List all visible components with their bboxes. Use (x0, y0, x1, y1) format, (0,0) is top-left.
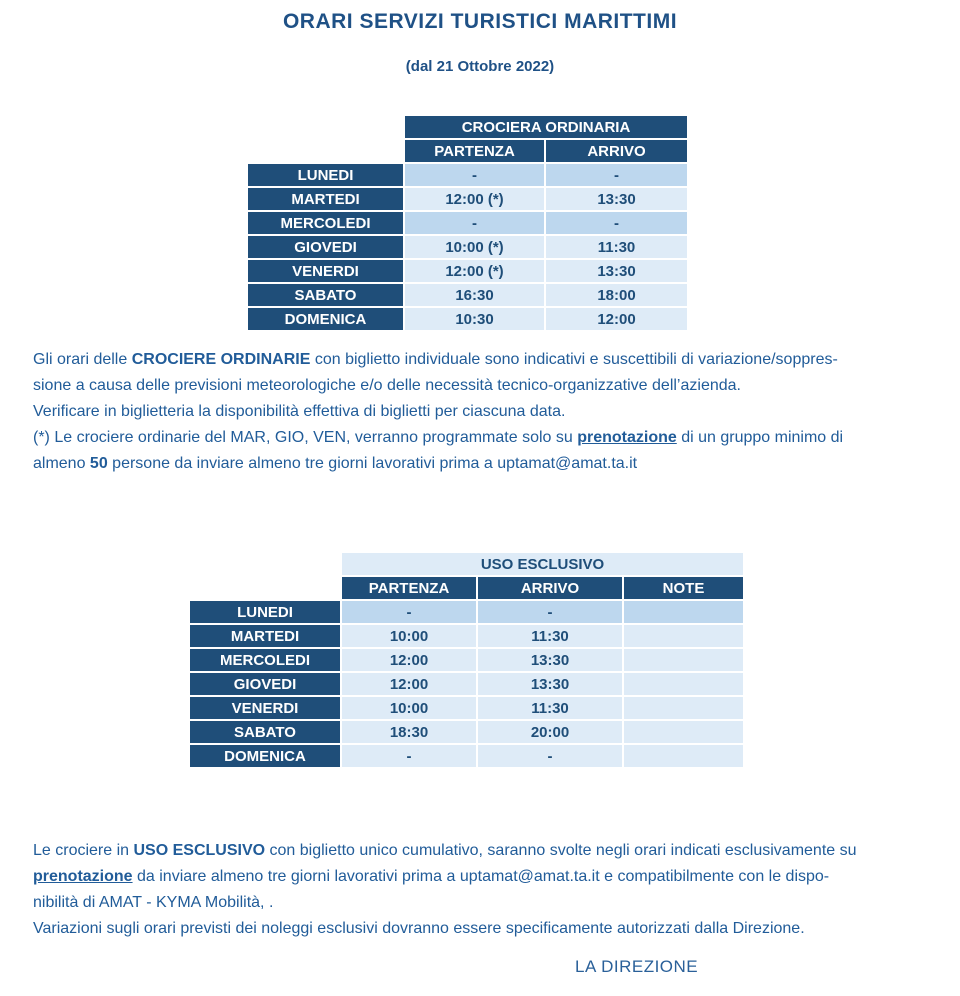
arrivo-cell: 13:30 (478, 649, 622, 671)
arrivo-cell: 11:30 (478, 697, 622, 719)
paragraph-line: Variazioni sugli orari previsti dei noleggi esclusivi dovranno essere specificamente autorizzati dalla Direzione. (33, 920, 805, 937)
partenza-cell: - (342, 745, 476, 767)
column-header-partenza: PARTENZA (342, 577, 476, 599)
crociera-ordinaria-table (248, 116, 687, 330)
paragraph-line: Le crociere in USO ESCLUSIVO con biglietto unico cumulativo, saranno svolte negli orari indicati esclusivamente su (33, 842, 857, 859)
partenza-cell: 18:30 (342, 721, 476, 743)
arrivo-cell: 11:30 (478, 625, 622, 647)
day-cell: LUNEDI (248, 164, 403, 186)
arrivo-cell: 13:30 (546, 260, 687, 282)
table-corner (248, 140, 403, 162)
paragraph-line: Verificare in biglietteria la disponibilità effettiva di biglietti per ciascuna data. (33, 403, 566, 420)
partenza-cell: 10:00 (342, 697, 476, 719)
note-cell (624, 745, 743, 767)
table2-title-cell: USO ESCLUSIVO (342, 553, 743, 575)
arrivo-cell: 12:00 (546, 308, 687, 330)
arrivo-cell: 11:30 (546, 236, 687, 258)
day-cell: MARTEDI (248, 188, 403, 210)
table-corner (190, 577, 340, 599)
signature-la-direzione: LA DIREZIONE (575, 957, 699, 976)
paragraph-line: almeno 50 persone da inviare almeno tre giorni lavorativi prima a uptamat@amat.ta.it (33, 455, 638, 472)
uso-esclusivo-notes (33, 838, 948, 942)
column-header-arrivo: ARRIVO (546, 140, 687, 162)
note-cell (624, 601, 743, 623)
note-cell (624, 673, 743, 695)
uso-esclusivo-table (190, 553, 743, 767)
table-corner (190, 553, 340, 575)
partenza-cell: - (342, 601, 476, 623)
day-cell: SABATO (248, 284, 403, 306)
paragraph-line: prenotazione da inviare almeno tre giorni lavorativi prima a uptamat@amat.ta.it e compatibilmente con le dispo- (33, 868, 830, 885)
partenza-cell: 10:30 (405, 308, 544, 330)
paragraph-line: (*) Le crociere ordinarie del MAR, GIO, VEN, verranno programmate solo su prenotazione di un gruppo minimo di (33, 429, 844, 446)
paragraph-line: nibilità di AMAT - KYMA Mobilità, . (33, 894, 274, 911)
partenza-cell: 10:00 (*) (405, 236, 544, 258)
day-cell: MERCOLEDI (190, 649, 340, 671)
partenza-cell: - (405, 212, 544, 234)
partenza-cell: 10:00 (342, 625, 476, 647)
note-cell (624, 697, 743, 719)
paragraph-line: Gli orari delle CROCIERE ORDINARIE con biglietto individuale sono indicativi e suscettibili di variazione/soppres- (33, 351, 838, 368)
paragraph-line: sione a causa delle previsioni meteorologiche e/o delle necessità tecnico-organizzative dell’azienda. (33, 377, 741, 394)
arrivo-cell: - (546, 164, 687, 186)
note-cell (624, 721, 743, 743)
crociere-ordinarie-notes (33, 347, 948, 477)
day-cell: DOMENICA (248, 308, 403, 330)
day-cell: MARTEDI (190, 625, 340, 647)
partenza-cell: 12:00 (342, 649, 476, 671)
column-header-note: NOTE (624, 577, 743, 599)
partenza-cell: - (405, 164, 544, 186)
arrivo-cell: - (478, 745, 622, 767)
day-cell: VENERDI (190, 697, 340, 719)
arrivo-cell: 20:00 (478, 721, 622, 743)
day-cell: MERCOLEDI (248, 212, 403, 234)
day-cell: SABATO (190, 721, 340, 743)
arrivo-cell: 18:00 (546, 284, 687, 306)
document-subtitle: (dal 21 Ottobre 2022) (405, 58, 555, 75)
day-cell: VENERDI (248, 260, 403, 282)
partenza-cell: 12:00 (*) (405, 188, 544, 210)
arrivo-cell: - (546, 212, 687, 234)
partenza-cell: 12:00 (*) (405, 260, 544, 282)
day-cell: DOMENICA (190, 745, 340, 767)
note-cell (624, 649, 743, 671)
partenza-cell: 12:00 (342, 673, 476, 695)
arrivo-cell: - (478, 601, 622, 623)
day-cell: GIOVEDI (248, 236, 403, 258)
partenza-cell: 16:30 (405, 284, 544, 306)
arrivo-cell: 13:30 (478, 673, 622, 695)
document-title: ORARI SERVIZI TURISTICI MARITTIMI (282, 10, 678, 33)
arrivo-cell: 13:30 (546, 188, 687, 210)
column-header-partenza: PARTENZA (405, 140, 544, 162)
note-cell (624, 625, 743, 647)
table-corner (248, 116, 403, 138)
day-cell: LUNEDI (190, 601, 340, 623)
day-cell: GIOVEDI (190, 673, 340, 695)
column-header-arrivo: ARRIVO (478, 577, 622, 599)
table1-title-cell: CROCIERA ORDINARIA (405, 116, 687, 138)
